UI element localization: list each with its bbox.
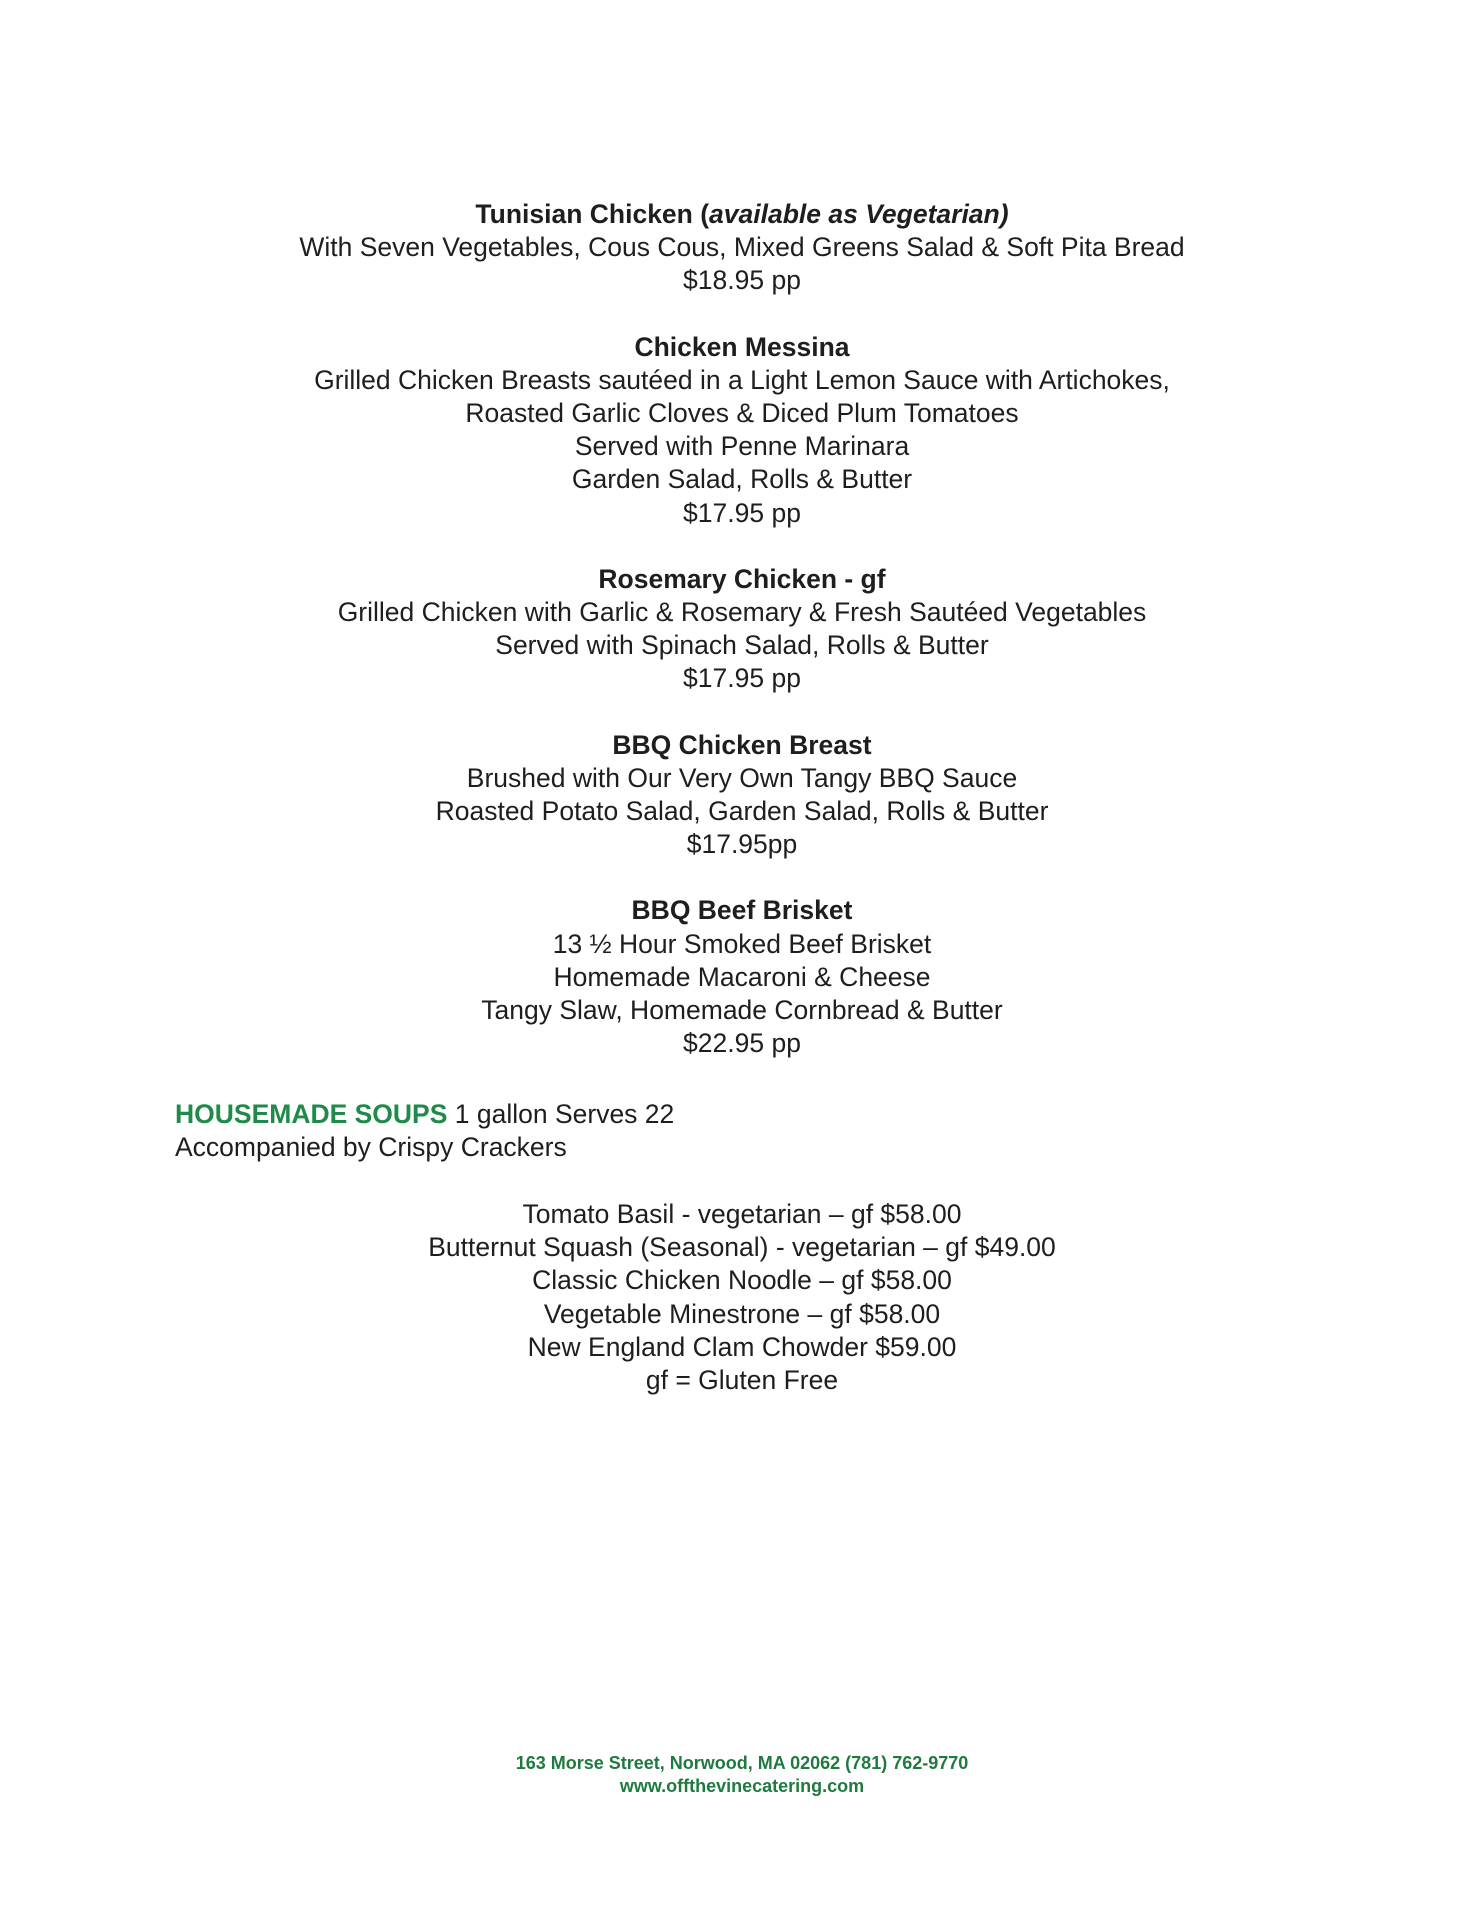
dish-title: Rosemary Chicken - gf xyxy=(598,563,886,594)
dish-description: Served with Spinach Salad, Rolls & Butter xyxy=(495,630,989,661)
soup-item: Classic Chicken Noodle – gf $58.00 xyxy=(532,1265,952,1296)
dish-title: BBQ Chicken Breast xyxy=(612,729,872,760)
entree-list xyxy=(0,198,1484,1093)
dish-rosemary-chicken xyxy=(0,563,1484,696)
dish-title-text: Tunisian Chicken ( xyxy=(475,199,710,229)
dish-price: $17.95 pp xyxy=(683,663,801,694)
soups-subtitle: Accompanied by Crispy Crackers xyxy=(175,1132,567,1163)
dish-description: Served with Penne Marinara xyxy=(574,431,910,462)
dish-bbq-beef-brisket xyxy=(0,894,1484,1060)
dish-price: $17.95pp xyxy=(686,829,798,860)
soup-item: Tomato Basil - vegetarian – gf $58.00 xyxy=(522,1199,962,1229)
dish-description: Homemade Macaroni & Cheese xyxy=(553,961,931,992)
dish-price: $18.95 pp xyxy=(683,265,801,296)
dish-title-note: available as Vegetarian) xyxy=(709,199,1009,229)
soups-serving-info: 1 gallon Serves 22 xyxy=(447,1099,675,1129)
dish-description: 13 ½ Hour Smoked Beef Brisket xyxy=(552,928,932,959)
dish-description: Grilled Chicken Breasts sautéed in a Light Lemon Sauce with Artichokes, xyxy=(314,364,1170,395)
soup-list xyxy=(0,1198,1484,1397)
footer-website-link[interactable]: www.offthevinecatering.com xyxy=(619,1776,865,1796)
dish-title: BBQ Beef Brisket xyxy=(631,895,853,926)
soup-item: Vegetable Minestrone – gf $58.00 xyxy=(543,1298,941,1329)
dish-title xyxy=(0,198,1484,231)
dish-chicken-messina xyxy=(0,331,1484,530)
dish-description: Garden Salad, Rolls & Butter xyxy=(571,464,913,495)
dish-tunisian-chicken xyxy=(0,198,1484,298)
gluten-free-legend: gf = Gluten Free xyxy=(645,1365,839,1396)
dish-description: Grilled Chicken with Garlic & Rosemary & Fresh Sautéed Vegetables xyxy=(337,597,1147,628)
soups-heading-line xyxy=(175,1098,674,1131)
footer xyxy=(0,1752,1484,1798)
dish-description: Roasted Garlic Cloves & Diced Plum Tomatoes xyxy=(465,398,1019,429)
dish-price: $17.95 pp xyxy=(683,497,801,528)
soup-item: New England Clam Chowder $59.00 xyxy=(527,1331,957,1362)
soups-title: HOUSEMADE SOUPS xyxy=(175,1099,448,1129)
soup-item: Butternut Squash (Seasonal) - vegetarian – gf $49.00 xyxy=(428,1232,1056,1263)
dish-price: $22.95 pp xyxy=(683,1028,801,1059)
footer-address: 163 Morse Street, Norwood, MA 02062 (781) 762-9770 xyxy=(515,1753,969,1773)
dish-description: Tangy Slaw, Homemade Cornbread & Butter xyxy=(481,995,1003,1026)
dish-description: With Seven Vegetables, Cous Cous, Mixed Greens Salad & Soft Pita Bread xyxy=(299,232,1185,263)
dish-description: Roasted Potato Salad, Garden Salad, Rolls & Butter xyxy=(435,796,1049,827)
soups-section-header xyxy=(175,1098,674,1164)
dish-bbq-chicken-breast xyxy=(0,729,1484,862)
dish-description: Brushed with Our Very Own Tangy BBQ Sauce xyxy=(466,762,1018,793)
dish-title: Chicken Messina xyxy=(634,331,850,362)
